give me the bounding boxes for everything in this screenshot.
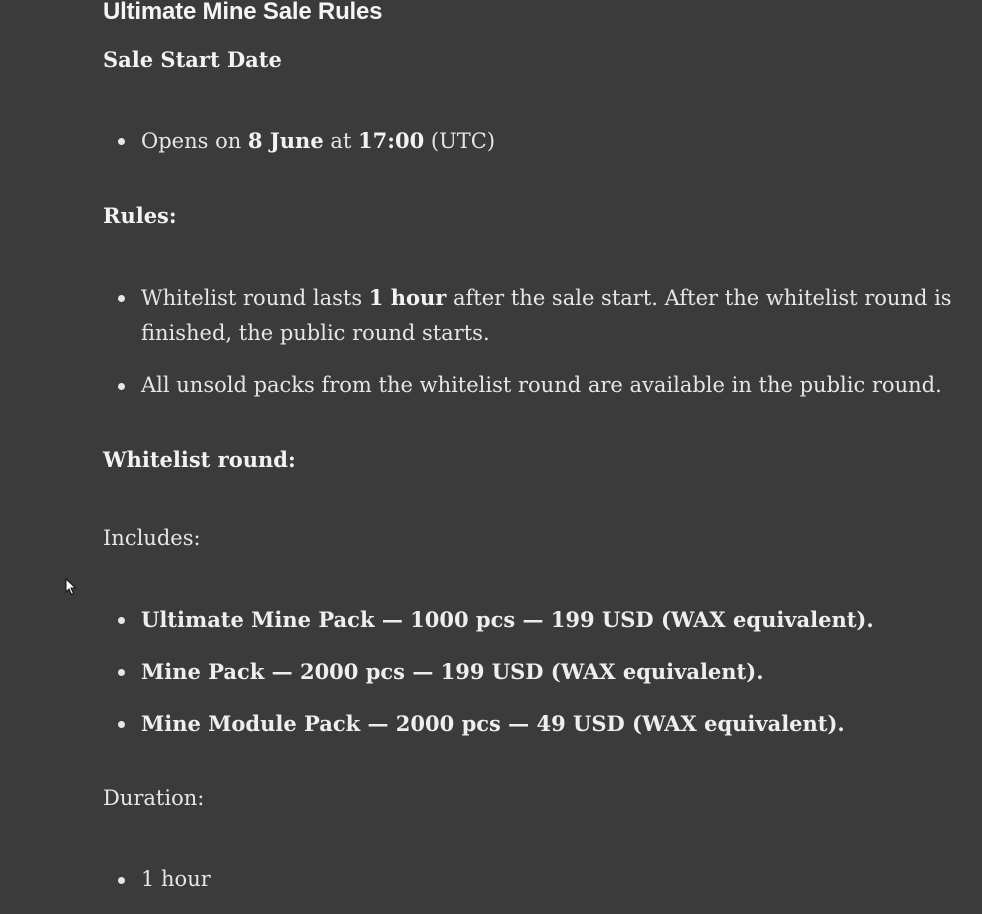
bullet-icon bbox=[118, 669, 125, 676]
list-item: Opens on 8 June at 17:00 (UTC) bbox=[103, 123, 963, 159]
list-item: All unsold packs from the whitelist round are available in the public round. bbox=[103, 368, 963, 403]
sale-start-heading: Sale Start Date bbox=[103, 47, 282, 72]
page-title: Ultimate Mine Sale Rules bbox=[103, 0, 383, 25]
bullet-icon bbox=[118, 877, 125, 884]
opens-time: 17:00 bbox=[358, 128, 425, 153]
list-item: Whitelist round lasts 1 hour after the sale start. After the whitelist round is finished, the public round starts. bbox=[103, 280, 963, 351]
list-item: 1 hour bbox=[103, 862, 963, 897]
duration-label: Duration: bbox=[103, 786, 205, 810]
bullet-icon bbox=[118, 383, 125, 390]
bullet-icon bbox=[118, 295, 125, 302]
whitelist-heading: Whitelist round: bbox=[103, 447, 296, 472]
bullet-icon bbox=[118, 138, 125, 145]
list-item: Ultimate Mine Pack — 1000 pcs — 199 USD (WAX equivalent). bbox=[103, 602, 963, 637]
opens-date: 8 June bbox=[247, 128, 324, 153]
includes-label: Includes: bbox=[103, 526, 201, 550]
rules-heading: Rules: bbox=[103, 203, 177, 228]
duration-list bbox=[103, 862, 963, 914]
sale-start-list bbox=[103, 123, 963, 176]
list-item: Mine Pack — 2000 pcs — 199 USD (WAX equivalent). bbox=[103, 654, 963, 689]
list-item: Mine Module Pack — 2000 pcs — 49 USD (WAX equivalent). bbox=[103, 706, 963, 741]
rules-list bbox=[103, 280, 963, 420]
bullet-icon bbox=[118, 721, 125, 728]
bullet-icon bbox=[118, 617, 125, 624]
mouse-pointer-icon bbox=[65, 578, 77, 596]
packs-list bbox=[103, 602, 963, 758]
